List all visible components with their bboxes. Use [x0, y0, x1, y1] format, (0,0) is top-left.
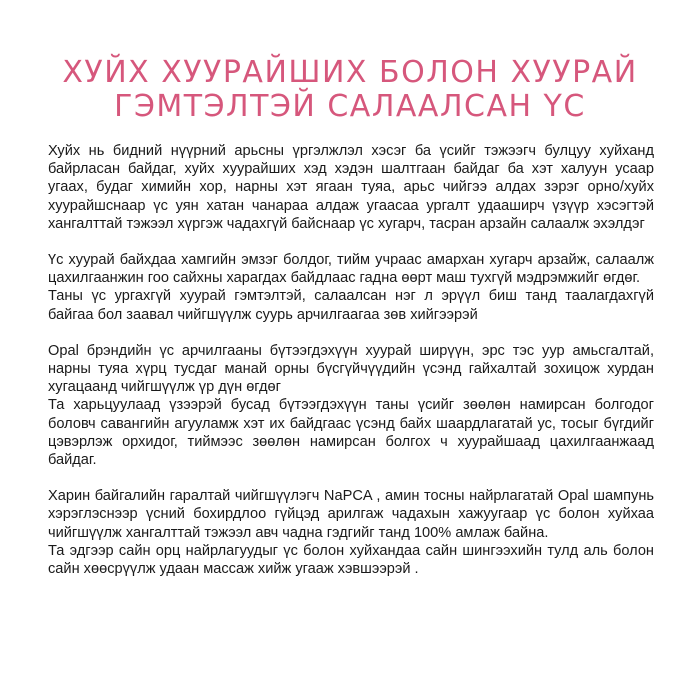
paragraph-text: Та эдгээр сайн орц найрлагуудыг үс болон хуйхандаа сайн шингээхийн тулд аль болон сайн хөөсрүүлж удаан массаж хийж угааж хэвшээрэй .	[48, 542, 654, 578]
paragraph-text: Opal брэндийн үс арчилгааны бүтээгдэхүүн хуурай ширүүн, эрс тэс уур амьсгалтай, нарны туяа хүрц тусдаг манай орны бүсгүйчүүдийн үсэнд гайхалтай зохицож хурдан хугацаанд чийгшүүлж үр дүн өгдөг	[48, 342, 654, 396]
title-line-2: ГЭМТЭЛТЭЙ САЛААЛСАН ҮС	[114, 89, 586, 124]
paragraph-3	[48, 342, 654, 469]
paragraph-text: Хуйх нь бидний нүүрний арьсны үргэлжлэл хэсэг ба үсийг тэжээгч булцуу хуйханд байрласан байдаг, хуйх хуурайших хэд хэдэн шалтгаан байдаг ба хэт халуун усаар угаах, будаг химийн хор, нарны хэт ягаан туяа, арьс чийгээ алдах зэрэг орно/хуйх хуурайшснаар үс уян хатан чанараа алдаж угаасаа ургалт удааширч үзүүр хэсэгтэй хангалттай тэжээл хүргэж чадахгүй байснаар үс хугарч, тасран арзайн салаалж эхэлдэг	[48, 143, 654, 232]
paragraph-text: Та харьцуулаад үзээрэй бусад бүтээгдэхүүн таны үсийг зөөлөн намирсан болгодог боловч савангийн агууламж хэт их байдгаас үсэнд байх шаардлагатай ус, тосыг бүгдийг цэвэрлэж орхидог, тиймээс зөөлөн намирсан болгох ч хуурайшаад цахилгаанжаад байдаг.	[48, 397, 654, 469]
paragraph-4	[48, 487, 654, 578]
paragraph-text: Харин байгалийн гаралтай чийгшүүлэгч NaPCA , амин тосны найрлагатай Opal шампунь хэрэглэснээр үсний бохирдлоо гүйцэд арилгаж чадахын хажуугаар үс болон хуйхаа чийгшүүлж хангалттай тэжээл авч чадна гэдгийг танд 100% амлаж байна.	[48, 488, 654, 541]
paragraph-text: Үс хуурай байхдаа хамгийн эмзэг болдог, тийм учраас амархан хугарч арзайж, салаалж цахилгаанжин гоо сайхны харагдах байдлаас гадна өөрт маш тухгүй мэдрэмжийг өгдөг.	[48, 252, 654, 287]
paragraph-2	[48, 251, 654, 324]
paragraph-1	[48, 142, 654, 233]
title-line-1: ХУЙХ ХУУРАЙШИХ БОЛОН ХУУРАЙ	[62, 55, 638, 90]
paragraph-text: Таны үс ургахгүй хуурай гэмтэлтэй, салаалсан нэг л эрүүл биш танд таалагдахгүй байгаа бол заавал чийгшүүлж суурь арчилгаагаа зөв хийгээрэй	[48, 288, 654, 323]
article-body	[48, 142, 654, 596]
page-title	[20, 56, 680, 124]
